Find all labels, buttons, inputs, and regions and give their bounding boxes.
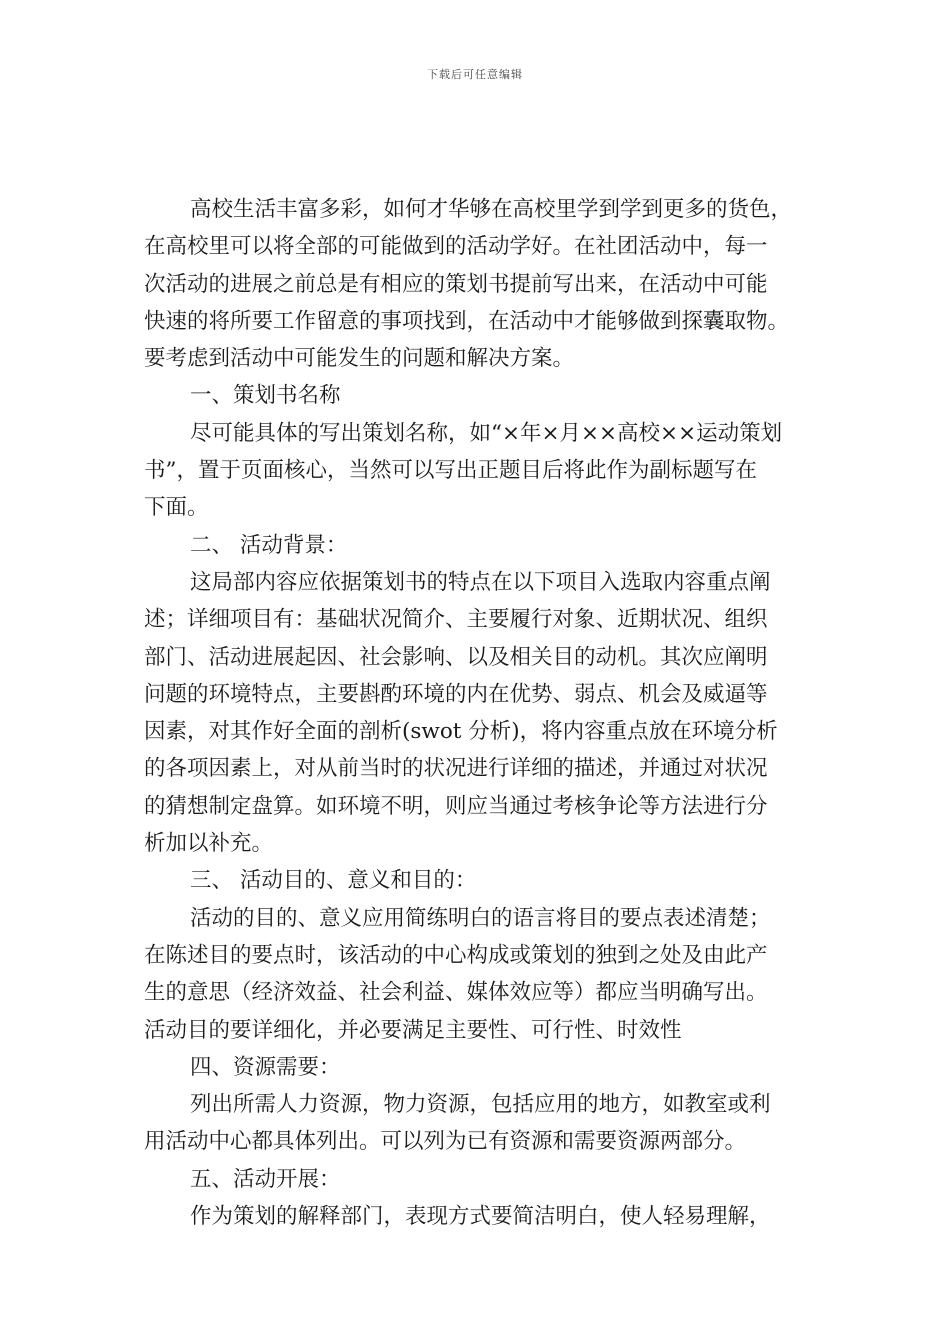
text-line: 快速的将所要工作留意的事项找到，在活动中才能够做到探囊取物。: [144, 308, 790, 334]
text-line: 用活动中心都具体列出。可以列为已有资源和需要资源两部分。: [144, 1129, 747, 1155]
text-line: 一、策划书名称: [190, 383, 341, 409]
text-line: 高校生活丰富多彩，如何才华够在高校里学到学到更多的货色，: [190, 197, 793, 222]
text-line: 四、资源需要：: [190, 1054, 341, 1080]
text-line: 二、 活动背景：: [190, 532, 348, 558]
text-line: 问题的环境特点，主要斟酌环境的内在优势、弱点、机会及威逼等: [144, 681, 768, 707]
text-line: 析加以补充。: [144, 831, 274, 857]
text-line: 生的意思（经济效益、社会利益、媒体效应等）都应当明确写出。: [144, 980, 768, 1006]
text-line: 尽可能具体的写出策划名称，如“×年×月××高校××运动策划: [190, 420, 783, 446]
text-line: 述；详细项目有：基础状况简介、主要履行对象、近期状况、组织: [144, 607, 768, 633]
text-line: 这局部内容应依据策划书的特点在以下项目入选取内容重点阐: [190, 569, 771, 595]
text-line: 的猜想制定盘算。如环境不明，则应当通过考核争论等方法进行分: [144, 793, 768, 819]
text-line: 因素，对其作好全面的剖析(swot 分析)，将内容重点放在环境分析: [144, 719, 778, 745]
text-line: 作为策划的解释部门，表现方式要简洁明白，使人轻易理解，: [190, 1204, 771, 1230]
text-line: 部门、活动进展起因、社会影响、以及相关目的动机。其次应阐明: [144, 644, 768, 670]
text-line: 五、活动开展：: [190, 1166, 341, 1192]
text-line: 活动目的要详细化，并必要满足主要性、可行性、时效性: [144, 1017, 682, 1043]
text-line: 的各项因素上，对从前当时的状况进行详细的描述，并通过对状况: [144, 756, 768, 782]
text-line: 三、 活动目的、意义和目的：: [190, 868, 477, 894]
text-line: 列出所需人力资源，物力资源，包括应用的地方，如教室或利: [190, 1092, 771, 1118]
document-body: [144, 191, 816, 1235]
text-line: 书”，置于页面核心，当然可以写出正题目后将此作为副标题写在: [144, 458, 757, 484]
text-line: 要考虑到活动中可能发生的问题和解决方案。: [144, 346, 575, 372]
text-line: 下面。: [144, 495, 209, 521]
text-line: 在陈述目的要点时，该活动的中心构成或策划的独到之处及由此产: [144, 942, 768, 968]
text-line: 在高校里可以将全部的可能做到的活动学好。在社团活动中，每一: [144, 234, 768, 260]
text-line: 次活动的进展之前总是有相应的策划书提前写出来，在活动中可能: [144, 271, 768, 297]
header-note: 下载后可任意编辑: [427, 68, 523, 81]
text-line: 活动的目的、意义应用简练明白的语言将目的要点表述清楚；: [190, 905, 771, 931]
